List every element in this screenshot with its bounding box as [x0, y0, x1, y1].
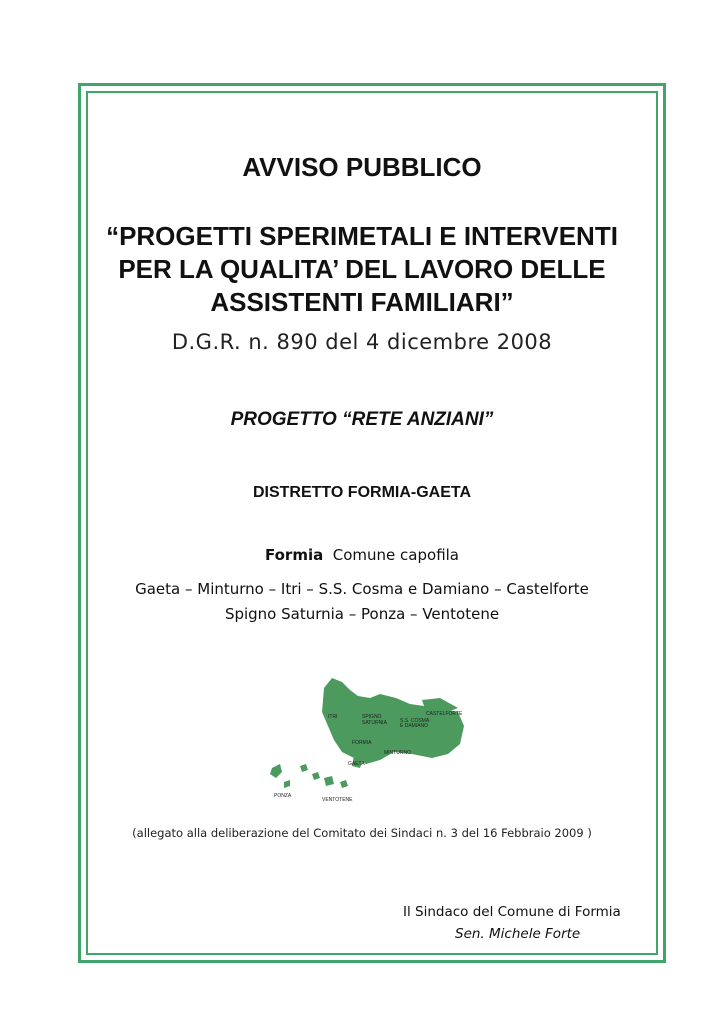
label-formia: FORMIA	[352, 740, 372, 746]
mayor-title: Il Sindaco del Comune di Formia	[403, 904, 621, 920]
label-castelforte: CASTELFORTE	[426, 711, 463, 717]
lead-municipality-name: Formia	[264, 546, 324, 564]
label-minturno: MINTURNO	[384, 750, 411, 756]
subtitle-line: PER LA QUALITA’ DEL LAVORO DELLE	[118, 254, 606, 284]
label-ponza: PONZA	[274, 793, 292, 799]
label-e-damiano: E DAMIANO	[400, 723, 429, 729]
label-spigno: SPIGNO	[362, 714, 382, 720]
project-title: PROGETTO “RETE ANZIANI”	[230, 409, 494, 430]
ventotene-island	[324, 776, 334, 786]
attachment-note: (allegato alla deliberazione del Comitato dei Sindaci n. 3 del 16 Febbraio 2009 )	[132, 826, 592, 840]
santo-stefano-island	[340, 780, 348, 788]
lead-municipality-role: Comune capofila	[332, 546, 459, 564]
label-ventotene: VENTOTENE	[322, 797, 353, 803]
zannone-island	[300, 764, 308, 772]
mayor-name: Sen. Michele Forte	[455, 926, 581, 942]
palmarola-island	[284, 780, 290, 788]
subtitle-line: ASSISTENTI FAMILIARI”	[210, 287, 514, 317]
label-gaeta: GAETA	[348, 761, 365, 767]
lead-municipality	[0, 546, 724, 564]
municipalities-line-1: Gaeta – Minturno – Itri – S.S. Cosma e Damiano – Castelforte	[135, 580, 589, 598]
notice-title: AVVISO PUBBLICO	[242, 152, 482, 182]
district-title: DISTRETTO FORMIA-GAETA	[252, 484, 472, 501]
dgr-reference: D.G.R. n. 890 del 4 dicembre 2008	[171, 330, 553, 354]
island-small-1	[312, 772, 320, 780]
municipalities-line-2: Spigno Saturnia – Ponza – Ventotene	[224, 605, 500, 623]
subtitle-line: “PROGETTI SPERIMETALI E INTERVENTI	[106, 221, 618, 251]
notice-subtitle	[0, 220, 724, 319]
label-itri: ITRI	[328, 714, 338, 720]
district-map	[262, 668, 472, 808]
label-ss-cosma: S.S. COSMA	[400, 718, 430, 724]
label-saturnia: SATURNIA	[362, 720, 387, 726]
ponza-island	[270, 764, 282, 778]
